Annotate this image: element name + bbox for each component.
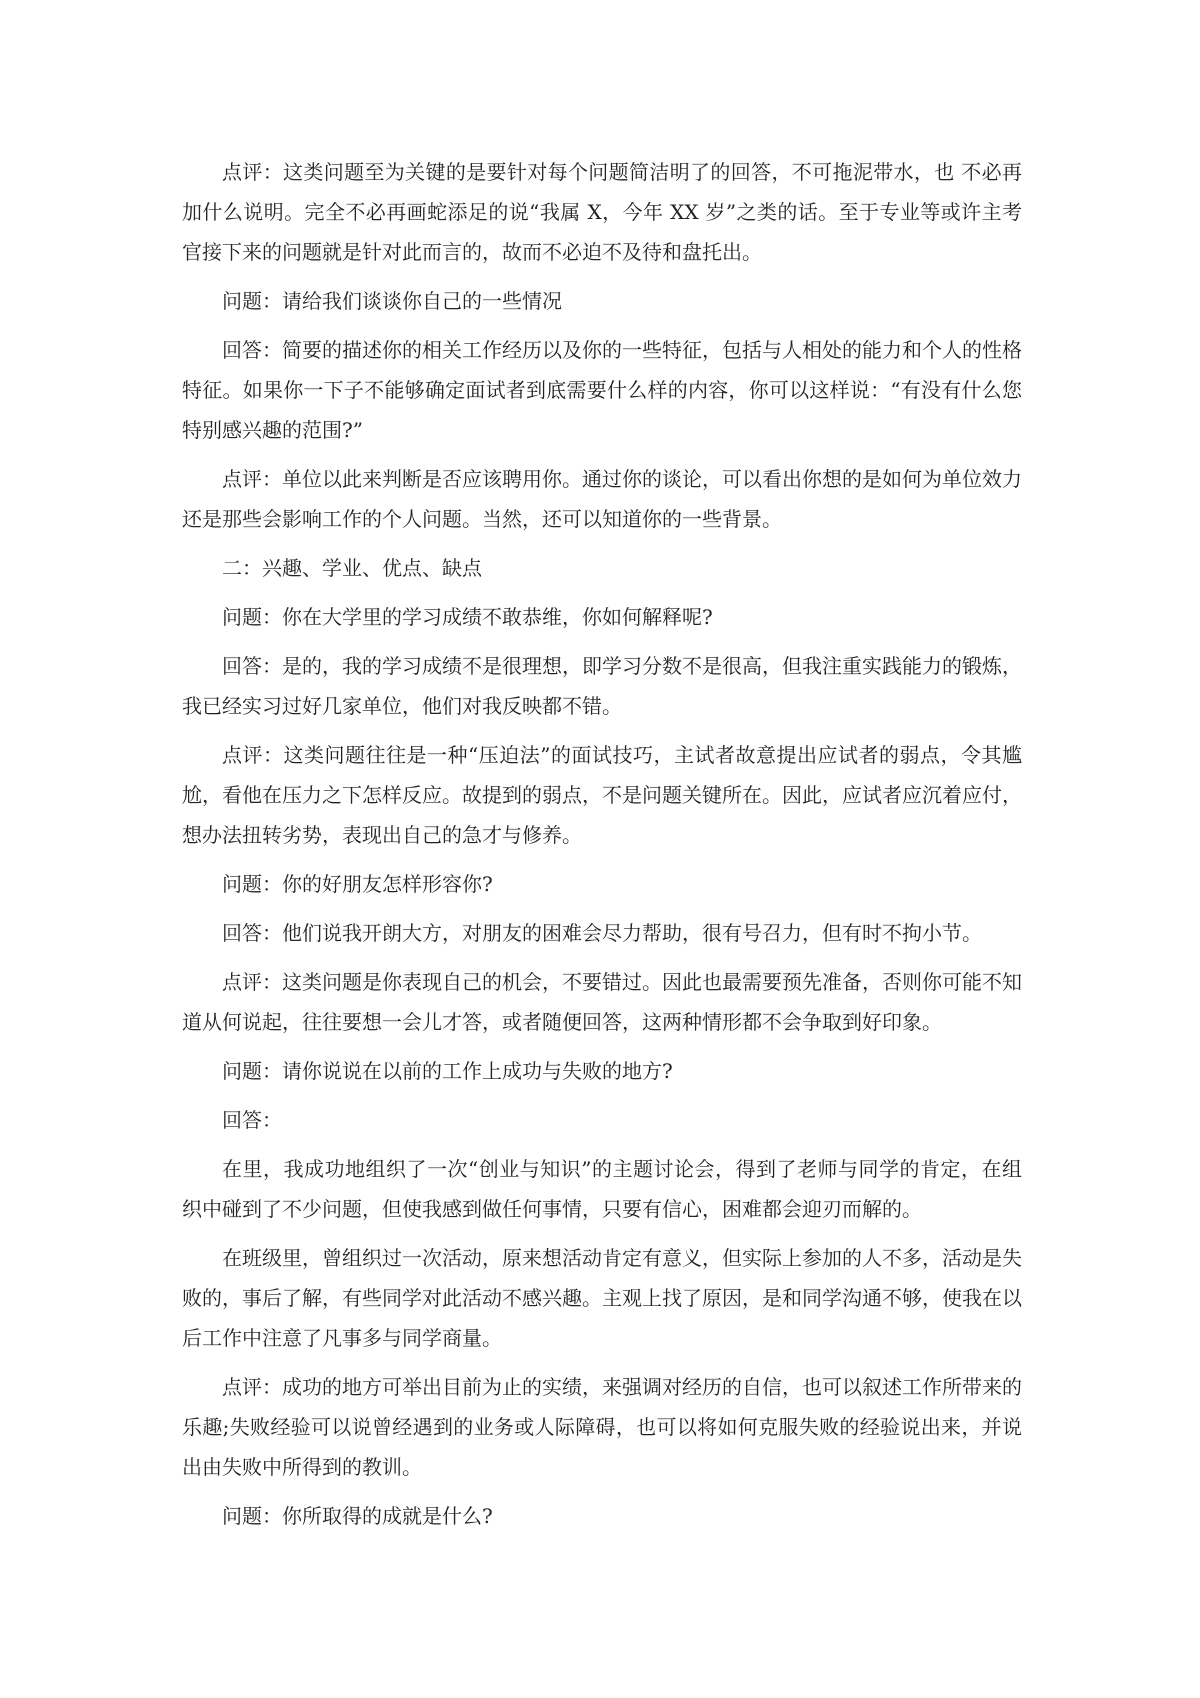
paragraph: 回答：他们说我开朗大方，对朋友的困难会尽力帮助，很有号召力，但有时不拘小节。 xyxy=(222,921,982,945)
paragraph: 问题：请给我们谈谈你自己的一些情况 xyxy=(222,289,562,313)
paragraph: 问题：请你说说在以前的工作上成功与失败的地方? xyxy=(222,1059,673,1083)
paragraph: 回答：简要的描述你的相关工作经历以及你的一些特征，包括与人相处的能力和个人的性格特征。如果你一下子不能够确定面试者到底需要什么样的内容，你可以这样说：“有没有什么您特别感兴趣的范围?” xyxy=(182,338,1022,442)
paragraph: 点评：单位以此来判断是否应该聘用你。通过你的谈论，可以看出你想的是如何为单位效力还是那些会影响工作的个人问题。当然，还可以知道你的一些背景。 xyxy=(182,467,1022,531)
paragraph: 点评：这类问题是你表现自己的机会，不要错过。因此也最需要预先准备，否则你可能不知道从何说起，往往要想一会儿才答，或者随便回答，这两种情形都不会争取到好印象。 xyxy=(182,970,1022,1034)
paragraph: 点评：这类问题至为关键的是要针对每个问题简洁明了的回答，不可拖泥带水，也 不必再加什么说明。完全不必再画蛇添足的说“我属 X，今年 XX 岁”之类的话。至于专业等或许主考官接下来的问题就是针对此而言的，故而不必迫不及待和盘托出。 xyxy=(182,160,1022,264)
section-heading: 二：兴趣、学业、优点、缺点 xyxy=(222,556,482,580)
paragraph: 问题：你所取得的成就是什么? xyxy=(222,1504,493,1528)
paragraph: 在班级里，曾组织过一次活动，原来想活动肯定有意义，但实际上参加的人不多，活动是失败的，事后了解，有些同学对此活动不感兴趣。主观上找了原因，是和同学沟通不够，使我在以后工作中注意了凡事多与同学商量。 xyxy=(182,1246,1022,1350)
paragraph: 问题：你的好朋友怎样形容你? xyxy=(222,872,493,896)
paragraph: 点评：成功的地方可举出目前为止的实绩，来强调对经历的自信，也可以叙述工作所带来的乐趣;失败经验可以说曾经遇到的业务或人际障碍，也可以将如何克服失败的经验说出来，并说出由失败中所得到的教训。 xyxy=(182,1375,1022,1479)
document-page xyxy=(182,152,1022,1545)
paragraph: 回答：是的，我的学习成绩不是很理想，即学习分数不是很高，但我注重实践能力的锻炼，我已经实习过好几家单位，他们对我反映都不错。 xyxy=(182,654,1022,718)
paragraph: 回答： xyxy=(222,1108,282,1132)
paragraph: 点评：这类问题往往是一种“压迫法”的面试技巧，主试者故意提出应试者的弱点，令其尴尬，看他在压力之下怎样反应。故提到的弱点，不是问题关键所在。因此，应试者应沉着应付，想办法扭转劣势，表现出自己的急才与修养。 xyxy=(182,743,1022,847)
paragraph: 在里，我成功地组织了一次“创业与知识”的主题讨论会，得到了老师与同学的肯定，在组织中碰到了不少问题，但使我感到做任何事情，只要有信心，困难都会迎刃而解的。 xyxy=(182,1157,1022,1221)
paragraph: 问题：你在大学里的学习成绩不敢恭维，你如何解释呢? xyxy=(222,605,713,629)
